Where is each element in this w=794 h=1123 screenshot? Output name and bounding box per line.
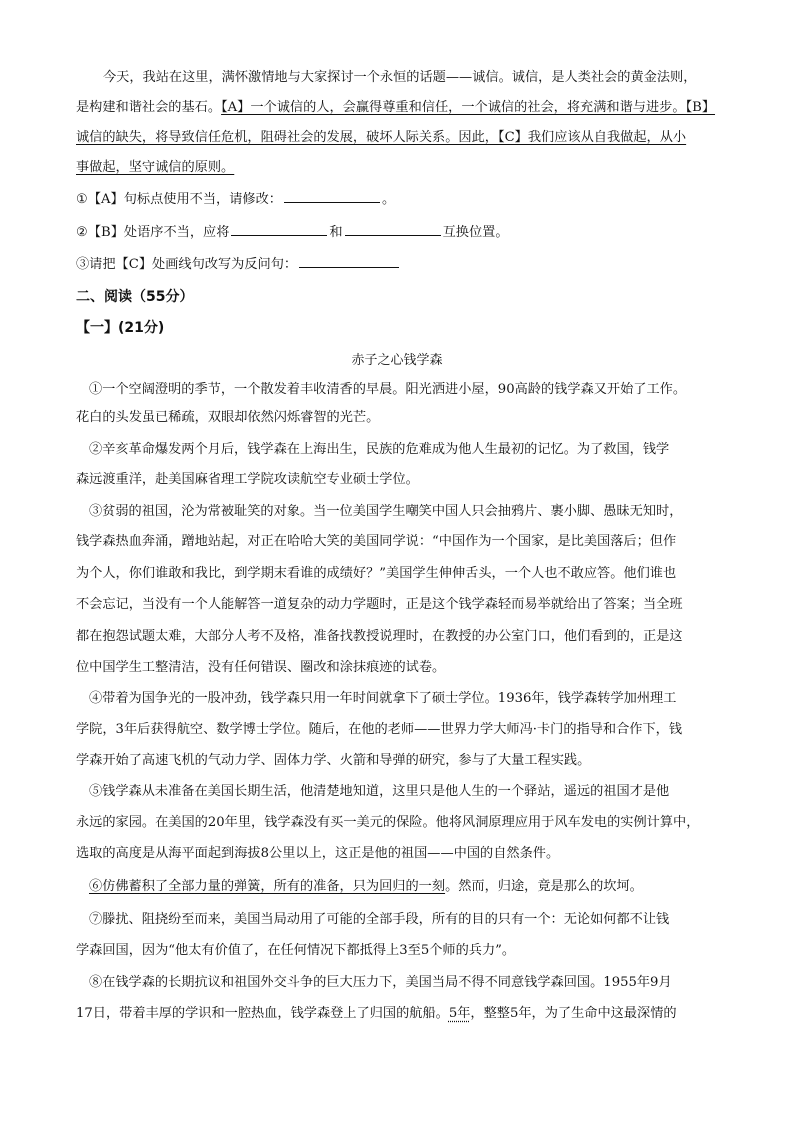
article-title: 赤子之心钱学森 [351,353,443,368]
article-line: ⑦滕扰、阻挠纷至而来，美国当局动用了可能的全部手段，所有的目的只有一个：无论如何都不让钱 [89,912,670,927]
intro-underlined-tail: 事做起，坚守诚信的原则。 [76,160,235,175]
question-3-text: ③请把【C】处画线句改写为反问句： [76,257,298,272]
intro-line-1: 今天，我站在这里，满怀激情地与大家探讨一个永恒的话题——诚信。诚信，是人类社会的黄金法则， [103,70,697,85]
article-line: ④带着为国争光的一股冲劲，钱学森只用一年时间就拿下了硕士学位。1936年，钱学森转学加州理工 [89,691,677,706]
article-line: ⑤钱学森从未准备在美国长期生活，他清楚地知道，这里只是他人生的一个驿站，遥远的祖国才是他 [89,784,670,799]
question-1-end: 。 [381,192,396,207]
section-heading: 二、阅读（55分） [76,289,194,305]
article-line: 学森开始了高速飞机的气动力学、固体力学、火箭和导弹的研究，参与了大量工程实践。 [76,753,591,768]
underlined-sentence-6: ⑥仿佛蓄积了全部力量的弹簧，所有的准备，只为回归的一刻 [89,879,446,894]
article-line: 选取的高度是从海平面起到海拔8公里以上，这正是他的祖国——中国的自然条件。 [76,846,560,861]
paragraph-8-text-end: ，整整5年，为了生命中这最深情的 [470,1006,677,1021]
article-line: 不会忘记，当没有一个人能解答一道复杂的动力学题时，正是这个钱学森轻而易举就给出了答案；当全班 [76,597,683,612]
question-2 [76,223,726,243]
article-line: ①一个空阔澄明的季节，一个散发着丰收清香的早晨。阳光洒进小屋，90高龄的钱学森又开始了工作。 [89,382,687,397]
article-line: 花白的头发虽已稀疏，双眼却依然闪烁睿智的光芒。 [76,410,380,425]
article-line: 位中国学生工整清洁，没有任何错误、圈改和涂抹痕迹的试卷。 [76,660,446,675]
article-line: ②辛亥革命爆发两个月后，钱学森在上海出生，民族的危难成为他人生最初的记忆。为了救国，钱学 [89,442,670,457]
article-line: ⑧在钱学森的长期抗议和祖国外交斗争的巨大压力下，美国当局不得不同意钱学森回国。1955年9月 [89,975,672,990]
paragraph-6-rest: 。然而，归途，竟是那么的坎坷。 [445,879,643,894]
intro-underlined-sentence-a: 【A】一个诚信的人，会赢得尊重和信任，一个诚信的社会，将充满和谐与进步。【B】 [221,100,716,115]
article-paragraph-8-line-2 [76,1004,726,1024]
article-line: 钱学森热血奔涌，蹭地站起，对正在哈哈大笑的美国同学说：“中国作为一个国家，是比美国落后；但作 [76,534,677,549]
article-paragraph-6 [76,877,726,897]
emphasis-dotted-term: 5年 [448,1006,471,1021]
intro-line-2-plain: 是构建和谐社会的基石。 [76,100,222,115]
article-line: 学院，3年后获得航空、数学博士学位。随后，在他的老师——世界力学大师冯·卡门的指导和合作下，钱 [76,722,683,737]
article-line: 为个人，你们谁敢和我比，到学期末看谁的成绩好？”美国学生伸伸舌头，一个人也不敢应答。他们谁也 [76,566,677,581]
paragraph-8-text: 17日，带着丰厚的学识和一腔热血，钱学森登上了归国的航船。 [76,1006,449,1021]
article-line: 永远的家园。在美国的20年里，钱学森没有买一美元的保险。他将风洞原理应用于风车发电的实例计算中， [76,815,700,830]
question-2-and: 和 [329,225,343,240]
answer-blank-2a[interactable] [231,223,327,236]
article-line: ③贫弱的祖国，沦为常被耻笑的对象。当一位美国学生嘲笑中国人只会抽鸦片、裹小脚、愚昧无知时， [89,504,683,519]
question-1-text: ①【A】句标点使用不当，请修改： [76,192,282,207]
question-2-end: 互换位置。 [442,225,509,240]
answer-blank-1[interactable] [284,190,380,203]
question-3 [76,255,726,275]
intro-underlined-sentence-bc: 诚信的缺失，将导致信任危机，阻碍社会的发展，破坏人际关系。因此，【C】我们应该从自我做起，从小 [76,130,687,145]
question-2-text: ②【B】处语序不当，应将 [76,225,230,240]
article-line: 森远渡重洋，赴美国麻省理工学院攻读航空专业硕士学位。 [76,472,419,487]
part-heading: 【一】(21分) [76,320,165,336]
intro-line-2 [76,98,726,118]
question-1 [76,190,726,210]
article-line: 学森回国，因为“他太有价值了，在任何情况下都抵得上3至5个师的兵力”。 [76,943,516,958]
article-line: 都在抱怨试题太难，大部分人考不及格，准备找教授说理时，在教授的办公室门口，他们看到的，正是这 [76,629,683,644]
answer-blank-3[interactable] [299,255,399,268]
answer-blank-2b[interactable] [345,223,441,236]
